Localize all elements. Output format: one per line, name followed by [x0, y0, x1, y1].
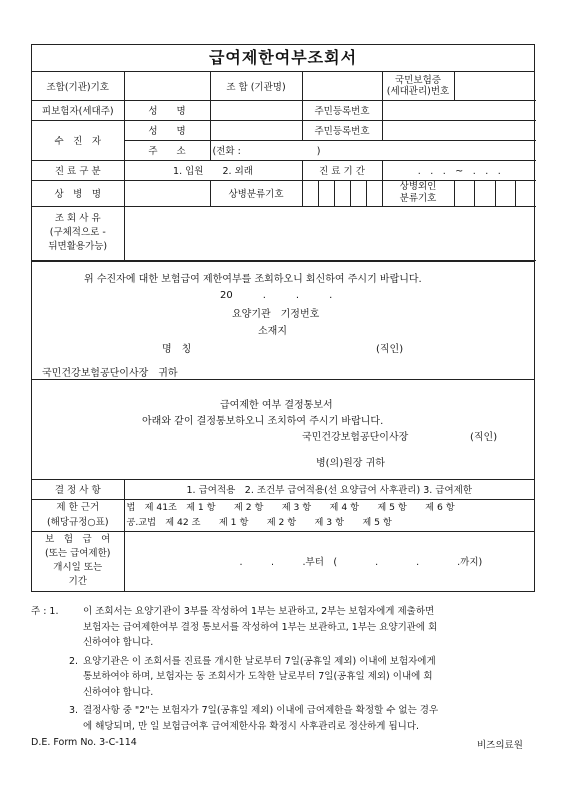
- request-seal: (직인): [376, 343, 404, 355]
- insured-label: 피보험자(세대주): [32, 100, 124, 120]
- union-code-value[interactable]: [124, 72, 210, 100]
- recipient-name-label: 성 명: [124, 120, 210, 140]
- decision-options[interactable]: 1. 급여적용 2. 조건부 급여적용(선 요양급여 사후관리) 3. 급여제한: [124, 479, 534, 499]
- insured-name-label: 성 명: [124, 100, 210, 120]
- basis-label: 제 한 근거 (해당규정○표): [32, 499, 124, 531]
- recipient-name-value[interactable]: [210, 120, 302, 140]
- insured-rrn-value[interactable]: [382, 100, 536, 120]
- union-code-label: 조합(기관)기호: [32, 72, 124, 100]
- recipient-label: 수 진 자: [32, 120, 124, 160]
- recipient-rrn-label: 주민등록번호: [302, 120, 382, 140]
- external-cause-cells[interactable]: [454, 180, 536, 206]
- union-name-value[interactable]: [302, 72, 382, 100]
- insurance-number-value[interactable]: [454, 72, 536, 100]
- note-1: 주 : 1. 이 조회서는 요양기관이 3부를 작성하여 1부는 보관하고, 2부는 보험자에게 제출하면 보험자는 급여제한여부 결정 통보서를 작성하여 1부는 보관하고, 1부는 요양기관에 회 신하여야 합니다.: [31, 606, 438, 648]
- decision-label: 결 정 사 항: [32, 479, 124, 499]
- disease-name-label: 상 병 명: [32, 180, 124, 206]
- basis-options[interactable]: 법 제 41조 제 1 항 제 2 항 제 3 항 제 4 항 제 5 항 제 6 항 공.교법 제 42 조 제 1 항 제 2 항 제 3 항 제 5 항: [124, 499, 534, 531]
- publisher: 비즈의료원: [477, 740, 523, 751]
- institution-number[interactable]: 요양기관 기정번호: [232, 308, 320, 320]
- request-sentence: 위 수진자에 대한 보험급여 제한여부를 조회하오니 회신하여 주시기 바랍니다.: [84, 273, 422, 285]
- union-name-label: 조 합 (기관명): [210, 72, 302, 100]
- upper-grid: [32, 72, 536, 261]
- request-addressee: 국민건강보험공단이사장 귀하: [42, 367, 178, 379]
- request-section: [32, 261, 534, 379]
- notice-sentence: 아래와 같이 결정통보하오니 조치하여 주시기 바랍니다.: [142, 415, 384, 427]
- notice-title: 급여제한 여부 결정통보서: [220, 399, 333, 411]
- insured-rrn-label: 주민등록번호: [302, 100, 382, 120]
- inquiry-reason-value[interactable]: [124, 206, 536, 260]
- inquiry-form: [31, 44, 535, 592]
- note-3: 3. 결정사항 중 "2"는 보험자가 7일(공휴일 제외) 이내에 급여제한을 확정할 수 없는 경우 에 해당되며, 만 일 보험급여후 급여제한사유 확정시 사후관리로 정산하게 됩니다.: [69, 705, 439, 732]
- disease-name-value[interactable]: [124, 180, 210, 206]
- care-period-label: 진 료 기 간: [302, 160, 382, 180]
- disease-class-label: 상병분류기호: [210, 180, 302, 206]
- institution-location[interactable]: 소재지: [258, 325, 287, 337]
- insurance-number-label: 국민보험증 (세대관리)번호: [382, 72, 454, 100]
- lower-grid: [32, 479, 534, 592]
- recipient-rrn-value[interactable]: [382, 120, 536, 140]
- disease-class-cells[interactable]: [302, 180, 382, 206]
- form-number: D.E. Form No. 3-C-114: [31, 737, 137, 748]
- notice-section: [32, 379, 534, 479]
- form-title: 급여제한여부조회서: [32, 45, 534, 72]
- notice-addressee: 병(의)원장 귀하: [316, 457, 385, 469]
- inquiry-reason-label: 조 회 사 유 (구체적으로 - 뒤면활용가능): [32, 206, 124, 260]
- notice-seal: (직인): [470, 431, 498, 443]
- care-period-value[interactable]: . . . ~ . . .: [382, 160, 536, 180]
- note-2: 2. 요양기관은 이 조회서를 진료를 개시한 날로부터 7일(공휴일 제외) 이내에 보험자에게 통보하여야 하며, 보험자는 동 조회서가 도착한 날로부터 7일(공휴일 제외) 이내에 회 신하여야 합니다.: [69, 655, 436, 698]
- external-cause-label: 상병외인 분류기호: [382, 180, 454, 206]
- care-type-label: 진 료 구 분: [32, 160, 124, 180]
- notice-sender: 국민건강보험공단이사장: [302, 431, 409, 443]
- start-date-label: 보 험 급 여 (또는 급여제한) 개시일 또는 기간: [32, 531, 124, 591]
- request-date[interactable]: 20 . . .: [220, 289, 333, 301]
- start-date-value[interactable]: . . .부터 ( . . .까지): [124, 531, 534, 591]
- institution-name-label: 명 칭: [162, 343, 192, 355]
- notes: [31, 604, 541, 734]
- address-value[interactable]: (전화 : ): [210, 140, 536, 160]
- address-label: 주 소: [124, 140, 210, 160]
- care-type-options[interactable]: 1. 입원 2. 외래: [124, 160, 302, 180]
- insured-name-value[interactable]: [210, 100, 302, 120]
